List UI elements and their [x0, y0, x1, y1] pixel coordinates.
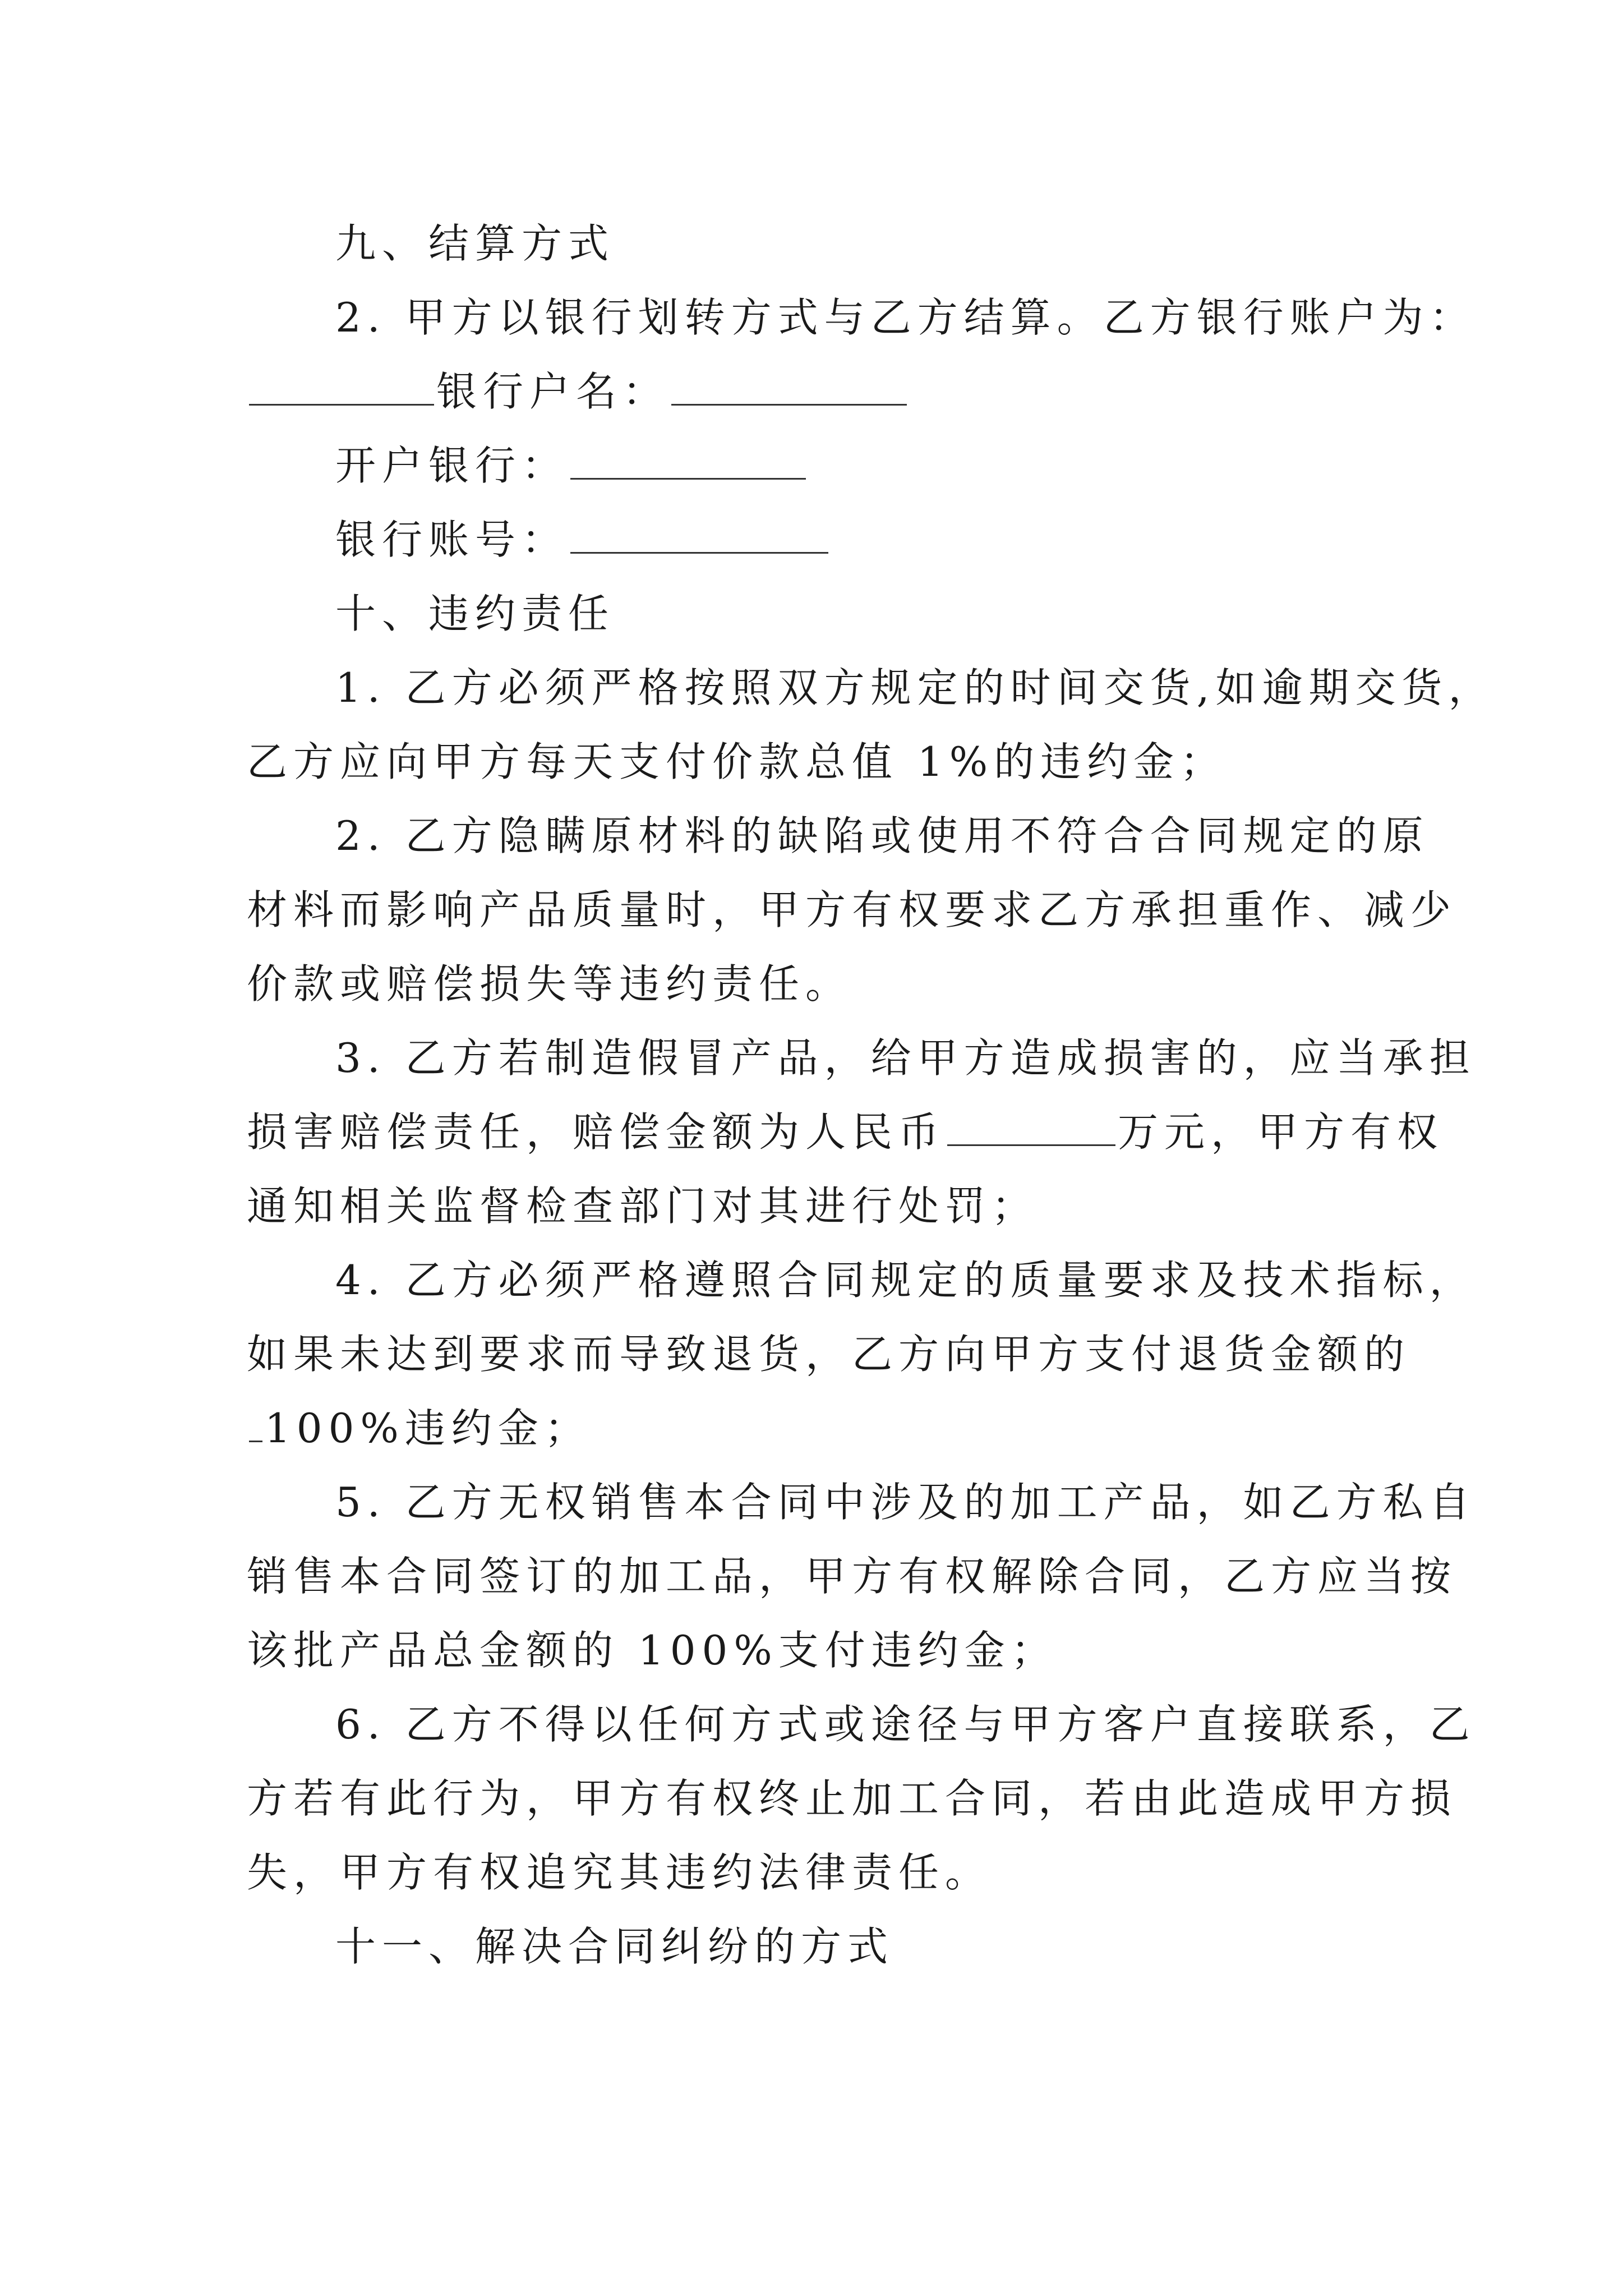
bank-name-line	[335, 442, 808, 489]
paragraph-line: 通知相关监督检查部门对其进行处罚；	[247, 1182, 1039, 1230]
paragraph-line: 5. 乙方无权销售本合同中涉及的加工产品，如乙方私自	[335, 1479, 1476, 1526]
bank-account-number-label: 银行账号：	[335, 516, 569, 563]
section-heading-liability: 十、违约责任	[335, 590, 615, 637]
paragraph-line: 该批产品总金额的 100%支付违约金；	[247, 1627, 1058, 1674]
paragraph-line: 1. 乙方必须严格按照双方规定的时间交货,如逾期交货，	[335, 664, 1495, 711]
blank-line	[570, 547, 828, 554]
paragraph-text: 100%违约金；	[265, 1405, 591, 1452]
paragraph-line: 2. 乙方隐瞒原材料的缺陷或使用不符合合同规定的原	[335, 812, 1430, 859]
blank-line	[570, 473, 806, 480]
paragraph-line: 6. 乙方不得以任何方式或途径与甲方客户直接联系，乙	[335, 1701, 1476, 1748]
paragraph-line: 4. 乙方必须严格遵照合同规定的质量要求及技术指标，	[335, 1257, 1476, 1304]
compensation-amount-line	[247, 1108, 1444, 1156]
paragraph-line: 价款或赔偿损失等违约责任。	[247, 960, 852, 1007]
blank-line	[671, 399, 907, 406]
paragraph-line: 方若有此行为，甲方有权终止加工合同，若由此造成甲方损	[247, 1775, 1458, 1822]
bank-account-number-line	[335, 516, 831, 563]
paragraph-text: 损害赔偿责任，赔偿金额为人民币	[247, 1108, 946, 1156]
section-heading-settlement: 九、结算方式	[335, 220, 615, 267]
bank-account-name-label: 银行户名：	[436, 368, 670, 415]
paragraph-text: 万元，甲方有权	[1118, 1108, 1444, 1156]
paragraph-line: 材料而影响产品质量时，甲方有权要求乙方承担重作、减少	[247, 886, 1458, 933]
bank-account-name-line	[247, 368, 909, 415]
paragraph-line: 乙方应向甲方每天支付价款总值 1%的违约金；	[247, 738, 1227, 785]
blank-line	[249, 1436, 262, 1442]
blank-line	[249, 399, 434, 406]
penalty-percent-line	[247, 1405, 591, 1452]
paragraph-line: 如果未达到要求而导致退货，乙方向甲方支付退货金额的	[247, 1331, 1411, 1378]
section-heading-dispute: 十一、解决合同纠纷的方式	[335, 1923, 895, 1970]
paragraph-line: 3. 乙方若制造假冒产品，给甲方造成损害的，应当承担	[335, 1034, 1476, 1082]
paragraph-line: 失，甲方有权追究其违约法律责任。	[247, 1849, 992, 1896]
blank-line	[947, 1140, 1115, 1146]
bank-name-label: 开户银行：	[335, 442, 569, 489]
paragraph-line: 2. 甲方以银行划转方式与乙方结算。乙方银行账户为：	[335, 294, 1476, 341]
paragraph-line: 销售本合同签订的加工品，甲方有权解除合同，乙方应当按	[247, 1553, 1458, 1600]
